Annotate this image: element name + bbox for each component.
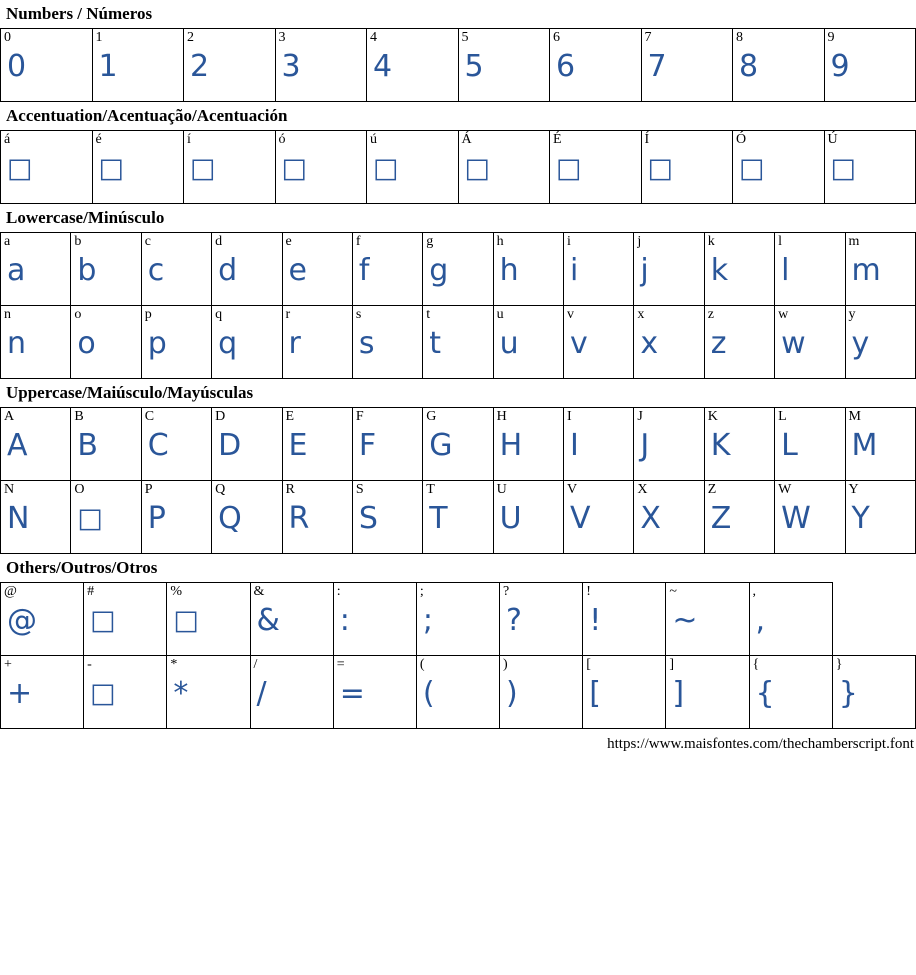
glyph-cell[interactable] — [367, 29, 459, 102]
glyph-cell[interactable] — [141, 481, 211, 554]
glyph-cell[interactable] — [775, 306, 845, 379]
glyph-label: 3 — [278, 30, 286, 45]
glyph-label: g — [426, 234, 434, 249]
glyph-label: Y — [848, 482, 859, 497]
glyph-cell[interactable] — [423, 481, 493, 554]
glyph-cell[interactable] — [212, 408, 282, 481]
glyph-label: % — [170, 584, 183, 599]
glyph-label: D — [215, 409, 226, 424]
glyph-label: N — [4, 482, 15, 497]
glyph-label: ) — [503, 657, 508, 672]
glyph-cell[interactable] — [666, 583, 749, 656]
glyph-sample: □ — [173, 605, 199, 636]
glyph-sample: □ — [464, 153, 491, 184]
glyph-sample: r — [288, 326, 301, 361]
glyph-cell[interactable] — [71, 306, 141, 379]
glyph-cell[interactable] — [71, 233, 141, 306]
glyph-label: A — [4, 409, 15, 424]
glyph-cell[interactable] — [352, 481, 422, 554]
glyph-cell[interactable] — [824, 29, 916, 102]
glyph-sample: c — [147, 253, 165, 288]
glyph-cell[interactable] — [250, 656, 333, 729]
glyph-label: 6 — [553, 30, 560, 45]
glyph-label: o — [74, 307, 82, 322]
glyph-label: Á — [461, 132, 472, 147]
glyph-label: y — [848, 307, 856, 322]
glyph-sample: l — [781, 253, 790, 288]
table-row — [1, 408, 916, 481]
glyph-cell[interactable] — [141, 233, 211, 306]
glyph-cell[interactable] — [282, 408, 352, 481]
glyph-label: a — [4, 234, 11, 249]
glyph-label: M — [848, 409, 861, 424]
glyph-sample: 9 — [830, 49, 850, 84]
glyph-cell[interactable] — [141, 306, 211, 379]
glyph-label: B — [74, 409, 84, 424]
glyph-cell[interactable] — [416, 656, 499, 729]
glyph-label: = — [336, 657, 345, 672]
glyph-cell[interactable] — [704, 481, 774, 554]
glyph-cell[interactable] — [352, 233, 422, 306]
glyph-sample: P — [147, 501, 166, 536]
glyph-cell[interactable] — [333, 583, 416, 656]
glyph-label: w — [778, 307, 789, 322]
glyph-cell[interactable] — [1, 29, 93, 102]
table-row — [1, 233, 916, 306]
glyph-cell[interactable] — [564, 408, 634, 481]
glyph-sample: X — [640, 501, 661, 536]
glyph-sample: p — [147, 326, 167, 361]
glyph-cell[interactable] — [845, 408, 916, 481]
glyph-sample: □ — [7, 153, 33, 184]
glyph-sample: , — [755, 603, 766, 638]
glyph-label: j — [637, 234, 642, 249]
glyph-label: T — [426, 482, 435, 497]
glyph-table-uppercase — [0, 407, 916, 554]
glyph-sample: y — [851, 326, 870, 361]
glyph-cell[interactable] — [167, 656, 250, 729]
glyph-label: ? — [503, 584, 510, 599]
glyph-sample: j — [640, 253, 649, 288]
glyph-label: ( — [419, 657, 425, 672]
glyph-label: - — [87, 657, 92, 672]
glyph-label: @ — [4, 584, 17, 599]
glyph-label: Z — [707, 482, 717, 497]
glyph-sample: u — [499, 326, 519, 361]
glyph-sample: B — [77, 428, 98, 463]
glyph-table-others — [0, 582, 916, 729]
glyph-label: q — [215, 307, 223, 322]
glyph-cell[interactable] — [634, 408, 704, 481]
glyph-cell[interactable] — [167, 583, 250, 656]
glyph-sample: o — [77, 326, 96, 361]
glyph-sample: m — [851, 253, 881, 288]
glyph-sample: □ — [556, 153, 582, 184]
glyph-cell[interactable] — [1, 656, 84, 729]
glyph-cell[interactable] — [583, 656, 666, 729]
glyph-cell[interactable] — [493, 306, 563, 379]
glyph-sample: = — [339, 676, 365, 711]
glyph-label: t — [426, 307, 431, 322]
glyph-cell[interactable] — [666, 656, 749, 729]
glyph-cell[interactable] — [550, 131, 642, 204]
glyph-label: [ — [586, 657, 591, 672]
glyph-cell[interactable] — [367, 131, 459, 204]
glyph-cell[interactable] — [71, 481, 141, 554]
glyph-label: K — [707, 409, 718, 424]
glyph-sample: [ — [589, 676, 601, 711]
glyph-cell[interactable] — [564, 481, 634, 554]
glyph-label: ! — [586, 584, 591, 599]
glyph-label: u — [496, 307, 504, 322]
glyph-sample: ? — [506, 603, 522, 638]
glyph-label: W — [778, 482, 792, 497]
glyph-label: x — [637, 307, 645, 322]
glyph-sample: g — [429, 253, 449, 288]
glyph-sample: & — [256, 603, 280, 638]
glyph-sample: 8 — [739, 49, 759, 84]
glyph-label: P — [144, 482, 153, 497]
glyph-sample: / — [256, 676, 267, 711]
glyph-label: : — [336, 584, 341, 599]
glyph-sample: ( — [422, 676, 435, 711]
glyph-cell[interactable] — [71, 408, 141, 481]
glyph-cell[interactable] — [352, 408, 422, 481]
glyph-label: S — [355, 482, 364, 497]
glyph-label: s — [355, 307, 362, 322]
glyph-cell[interactable] — [423, 233, 493, 306]
section-title-numbers: Numbers / Números — [6, 4, 153, 23]
glyph-cell[interactable] — [212, 306, 282, 379]
glyph-cell[interactable] — [634, 233, 704, 306]
table-row — [1, 131, 916, 204]
glyph-label: 0 — [4, 30, 11, 45]
glyph-sample: Z — [710, 501, 732, 536]
glyph-sample: □ — [77, 503, 103, 534]
glyph-sample: □ — [281, 153, 308, 184]
glyph-sample: * — [173, 676, 189, 711]
glyph-label: i — [567, 234, 571, 249]
glyph-sample: V — [570, 501, 591, 536]
glyph-sample: : — [339, 603, 350, 638]
glyph-cell[interactable] — [423, 306, 493, 379]
glyph-sample: E — [288, 428, 308, 463]
glyph-label: , — [752, 584, 757, 599]
glyph-sample: A — [7, 428, 28, 463]
glyph-label: I — [567, 409, 572, 424]
glyph-label: Ó — [736, 132, 747, 147]
glyph-sample: t — [429, 326, 442, 361]
glyph-sample: □ — [90, 678, 116, 709]
glyph-cell[interactable] — [250, 583, 333, 656]
glyph-label: + — [4, 657, 12, 672]
glyph-label: 5 — [461, 30, 469, 45]
glyph-sample: ) — [506, 676, 518, 711]
glyph-label: { — [752, 657, 760, 672]
section-title-uppercase: Uppercase/Maiúsculo/Mayúsculas — [6, 383, 254, 402]
glyph-cell[interactable] — [84, 583, 167, 656]
glyph-cell[interactable] — [641, 29, 733, 102]
glyph-cell[interactable] — [92, 29, 184, 102]
glyph-label: Q — [215, 482, 226, 497]
table-row — [1, 481, 916, 554]
glyph-sample: F — [358, 428, 377, 463]
glyph-cell[interactable] — [1, 408, 71, 481]
glyph-cell[interactable] — [493, 233, 563, 306]
glyph-sample: C — [147, 428, 169, 463]
glyph-sample: s — [358, 326, 375, 361]
source-url[interactable]: https://www.maisfontes.com/thechamberscript.font — [607, 736, 914, 752]
glyph-label: ó — [278, 132, 286, 147]
glyph-cell[interactable] — [1, 583, 84, 656]
glyph-label: r — [285, 307, 291, 322]
glyph-label: L — [778, 409, 787, 424]
glyph-sample: Y — [851, 501, 870, 536]
glyph-sample: L — [781, 428, 798, 463]
glyph-label: é — [95, 132, 102, 147]
glyph-sample: z — [710, 326, 727, 361]
glyph-cell[interactable] — [583, 583, 666, 656]
glyph-label: 8 — [736, 30, 743, 45]
glyph-sample: □ — [830, 153, 857, 184]
glyph-sample: v — [570, 326, 588, 361]
glyph-table-numbers — [0, 28, 916, 102]
glyph-label: C — [144, 409, 155, 424]
glyph-sample: I — [570, 428, 579, 463]
glyph-cell[interactable] — [275, 29, 367, 102]
glyph-label: m — [848, 234, 860, 249]
glyph-cell[interactable] — [704, 408, 774, 481]
glyph-cell[interactable] — [832, 656, 915, 729]
glyph-sample: U — [499, 501, 522, 536]
glyph-label: 9 — [827, 30, 835, 45]
section-title-others: Others/Outros/Otros — [6, 558, 158, 577]
glyph-cell[interactable] — [775, 408, 845, 481]
glyph-label: v — [567, 307, 574, 322]
glyph-cell[interactable] — [500, 656, 583, 729]
glyph-cell[interactable] — [641, 131, 733, 204]
glyph-cell[interactable] — [733, 29, 825, 102]
glyph-cell[interactable] — [458, 131, 550, 204]
glyph-label: X — [637, 482, 648, 497]
glyph-sample: h — [499, 253, 519, 288]
glyph-cell[interactable] — [92, 131, 184, 204]
glyph-label: U — [496, 482, 507, 497]
table-row — [1, 306, 916, 379]
glyph-sample: k — [710, 253, 729, 288]
glyph-cell[interactable] — [423, 408, 493, 481]
glyph-cell[interactable] — [634, 306, 704, 379]
glyph-cell[interactable] — [212, 233, 282, 306]
glyph-sample: } — [838, 676, 858, 711]
glyph-label: J — [637, 409, 643, 424]
glyph-cell[interactable] — [775, 481, 845, 554]
glyph-sample: w — [781, 326, 806, 361]
glyph-cell[interactable] — [1, 233, 71, 306]
glyph-sample: i — [570, 253, 579, 288]
glyph-label: ; — [419, 584, 424, 599]
glyph-cell[interactable] — [212, 481, 282, 554]
glyph-sample: d — [218, 253, 238, 288]
glyph-cell[interactable] — [352, 306, 422, 379]
glyph-sample: f — [358, 253, 370, 288]
glyph-label: f — [355, 234, 361, 249]
glyph-cell[interactable] — [845, 306, 916, 379]
glyph-sample: H — [499, 428, 523, 463]
glyph-cell[interactable] — [282, 481, 352, 554]
glyph-sample: G — [429, 428, 453, 463]
glyph-sample: 1 — [98, 49, 118, 84]
glyph-sample: □ — [98, 153, 125, 184]
glyph-cell[interactable] — [458, 29, 550, 102]
glyph-label: G — [426, 409, 437, 424]
glyph-label: É — [553, 132, 562, 147]
glyph-cell[interactable] — [733, 131, 825, 204]
glyph-sample: + — [7, 676, 33, 711]
glyph-table-accentuation — [0, 130, 916, 204]
glyph-sample: b — [77, 253, 97, 288]
glyph-cell[interactable] — [824, 131, 916, 204]
glyph-sample: R — [288, 501, 310, 536]
glyph-sample: □ — [739, 153, 765, 184]
glyph-label: n — [4, 307, 11, 322]
glyph-sample: W — [781, 501, 811, 536]
glyph-sample: @ — [7, 603, 37, 638]
glyph-cell[interactable] — [775, 233, 845, 306]
glyph-sample: q — [218, 326, 238, 361]
glyph-cell[interactable] — [634, 481, 704, 554]
glyph-label: b — [74, 234, 82, 249]
glyph-cell[interactable] — [84, 656, 167, 729]
glyph-cell[interactable] — [184, 131, 276, 204]
glyph-label: * — [170, 657, 178, 672]
glyph-sample: 7 — [647, 49, 667, 84]
glyph-sample: K — [710, 428, 731, 463]
glyph-sample: e — [288, 253, 307, 288]
glyph-label: c — [144, 234, 151, 249]
glyph-cell[interactable] — [749, 656, 832, 729]
glyph-label: F — [355, 409, 364, 424]
glyph-label: ú — [370, 132, 377, 147]
section-title-accentuation: Accentuation/Acentuação/Acentuación — [6, 106, 288, 125]
glyph-label: e — [285, 234, 292, 249]
glyph-cell[interactable] — [1, 481, 71, 554]
glyph-sample: M — [851, 428, 878, 463]
glyph-sample: S — [358, 501, 378, 536]
glyph-cell[interactable] — [184, 29, 276, 102]
glyph-label: z — [707, 307, 714, 322]
glyph-cell[interactable] — [564, 306, 634, 379]
glyph-label: p — [144, 307, 152, 322]
glyph-sample: □ — [373, 153, 399, 184]
glyph-label: & — [253, 584, 265, 599]
glyph-sample: 6 — [556, 49, 576, 84]
glyph-label: O — [74, 482, 85, 497]
glyph-sample: T — [429, 501, 448, 536]
glyph-sample: 0 — [7, 49, 27, 84]
table-row — [1, 583, 916, 656]
glyph-label: R — [285, 482, 295, 497]
glyph-label: # — [87, 584, 95, 599]
glyph-label: ~ — [669, 584, 677, 599]
glyph-sample: 4 — [373, 49, 393, 84]
glyph-cell[interactable] — [493, 408, 563, 481]
glyph-cell[interactable] — [564, 233, 634, 306]
glyph-cell[interactable] — [704, 306, 774, 379]
glyph-sample: □ — [647, 153, 674, 184]
glyph-sample: N — [7, 501, 30, 536]
glyph-label: d — [215, 234, 223, 249]
glyph-label: 4 — [370, 30, 377, 45]
glyph-label: k — [707, 234, 715, 249]
glyph-sample: □ — [190, 153, 216, 184]
glyph-label: l — [778, 234, 783, 249]
glyph-label: í — [187, 132, 191, 147]
glyph-sample: n — [7, 326, 27, 361]
glyph-label: Í — [644, 132, 650, 147]
glyph-label: 2 — [187, 30, 194, 45]
section-title-lowercase: Lowercase/Minúsculo — [6, 208, 165, 227]
glyph-sample: ; — [422, 603, 433, 638]
glyph-label: á — [4, 132, 11, 147]
glyph-sample: 5 — [464, 49, 484, 84]
glyph-label: h — [496, 234, 504, 249]
glyph-sample: ] — [672, 676, 685, 711]
glyph-label: H — [496, 409, 507, 424]
glyph-sample: ~ — [672, 603, 698, 638]
glyph-label: ] — [669, 657, 675, 672]
glyph-sample: □ — [90, 605, 116, 636]
glyph-sample: { — [755, 676, 775, 711]
glyph-cell[interactable] — [416, 583, 499, 656]
glyph-sample: D — [218, 428, 242, 463]
table-row — [1, 29, 916, 102]
glyph-table-lowercase — [0, 232, 916, 379]
glyph-cell[interactable] — [1, 131, 93, 204]
glyph-label: } — [835, 657, 843, 672]
glyph-sample: a — [7, 253, 26, 288]
glyph-sample: 2 — [190, 49, 210, 84]
glyph-label: Ú — [827, 132, 838, 147]
glyph-cell[interactable] — [845, 233, 916, 306]
glyph-cell[interactable] — [550, 29, 642, 102]
glyph-label: E — [285, 409, 295, 424]
glyph-cell[interactable] — [275, 131, 367, 204]
glyph-label: 1 — [95, 30, 103, 45]
glyph-sample: Q — [218, 501, 242, 536]
glyph-sample: x — [640, 326, 659, 361]
glyph-label: 7 — [644, 30, 652, 45]
glyph-sample: ! — [589, 603, 602, 638]
glyph-cell[interactable] — [333, 656, 416, 729]
glyph-label: V — [567, 482, 578, 497]
glyph-cell[interactable] — [493, 481, 563, 554]
glyph-cell[interactable] — [141, 408, 211, 481]
glyph-cell[interactable] — [282, 306, 352, 379]
glyph-cell[interactable] — [845, 481, 916, 554]
table-row — [1, 656, 916, 729]
glyph-cell[interactable] — [282, 233, 352, 306]
glyph-cell[interactable] — [1, 306, 71, 379]
glyph-cell[interactable] — [749, 583, 832, 656]
glyph-sample: 3 — [281, 49, 301, 84]
glyph-sample: J — [640, 428, 650, 463]
glyph-cell[interactable] — [704, 233, 774, 306]
glyph-cell[interactable] — [500, 583, 583, 656]
glyph-label: / — [253, 657, 258, 672]
